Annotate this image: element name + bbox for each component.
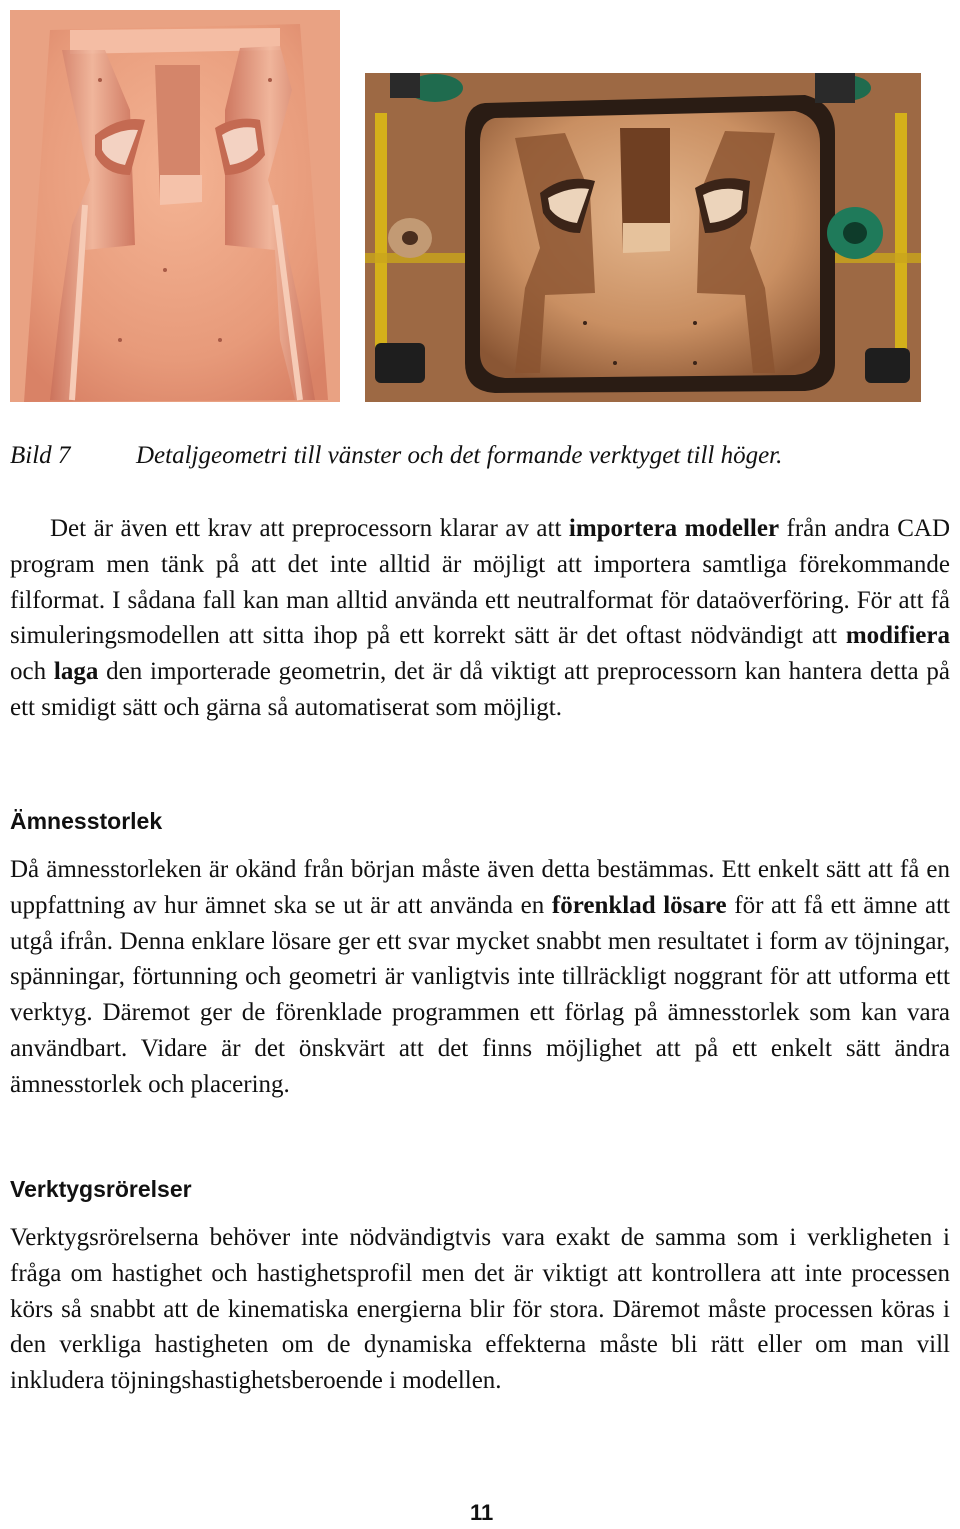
figure-part-geometry	[10, 10, 340, 402]
page-number: 11	[470, 1500, 494, 1525]
paragraph-blank-size-text-a: Då ämnesstorleken är okänd från början måste även detta bestämmas. Ett enkelt sätt att få en uppfattning av hur ämnet ska se ut är att använda en	[10, 856, 950, 919]
part-geometry-image	[10, 10, 340, 402]
paragraph-blank-size	[10, 852, 950, 1103]
figure-caption-text: Detaljgeometri till vänster och det formande verktyget till höger.	[136, 442, 783, 469]
section-heading-tool-motions: Verktygsrörelser	[10, 1176, 192, 1202]
paragraph-import-bold-modify: modifiera	[845, 622, 950, 650]
paragraph-import-text-c: från andra CAD program men tänk på att det inte alltid är möjligt att importera samtliga förekommande filformat. I sådana fall kan man alltid använda ett neutralformat för dataöverföring. För att få simuleringsmodellen att sitta ihop på ett korrekt sätt är det oftast nödvändigt att	[10, 515, 950, 650]
paragraph-import-text-e: den importerade geometrin, det är då viktigt att preprocessorn kan hantera detta på ett smidigt sätt och gärna så automatiserat som möjligt.	[10, 658, 950, 721]
paragraph-import-bold-repair: laga	[53, 658, 99, 686]
paragraph-import-text-d: och	[10, 658, 54, 686]
paragraph-tool-motions: Verktygsrörelserna behöver inte nödvändigtvis vara exakt de samma som i verkligheten i fråga om hastighet och hastighetsprofil men det är viktigt att kontrollera att inte processen körs så snabbt att de kinematiska energierna blir för stora. Däremot måste processen köras i den verkliga hastigheten om de dynamiska effekterna måste bli rätt eller om man vill inkludera töjningshastighetsberoende i modellen.	[10, 1224, 950, 1395]
forming-tool-image	[365, 73, 921, 402]
paragraph-blank-size-bold-solver: förenklad lösare	[551, 891, 727, 919]
paragraph-import-text-a: Det är även ett krav att preprocessorn klarar av att	[50, 515, 569, 542]
paragraph-import	[10, 511, 950, 726]
paragraph-import-bold-import: importera modeller	[568, 515, 780, 542]
section-heading-blank-size: Ämnesstorlek	[10, 808, 163, 834]
paragraph-blank-size-text-c: för att få ett ämne att utgå ifrån. Denna enklare lösare ger ett svar mycket snabbt men resultatet i form av töjningar, spänningar, förtunning och geometri är vanligtvis inte tillräckligt noggrant för att utforma ett verktyg. Däremot ger de förenklade programmen ett förlag på ämnesstorlek som kan vara användbart. Vidare är det önskvärt att det finns möjlighet att på ett enkelt sätt ändra ämnesstorlek och placering.	[10, 891, 951, 1098]
figure-forming-tool	[365, 73, 921, 402]
figure-number: Bild 7	[10, 442, 71, 469]
figure-caption	[10, 437, 950, 475]
